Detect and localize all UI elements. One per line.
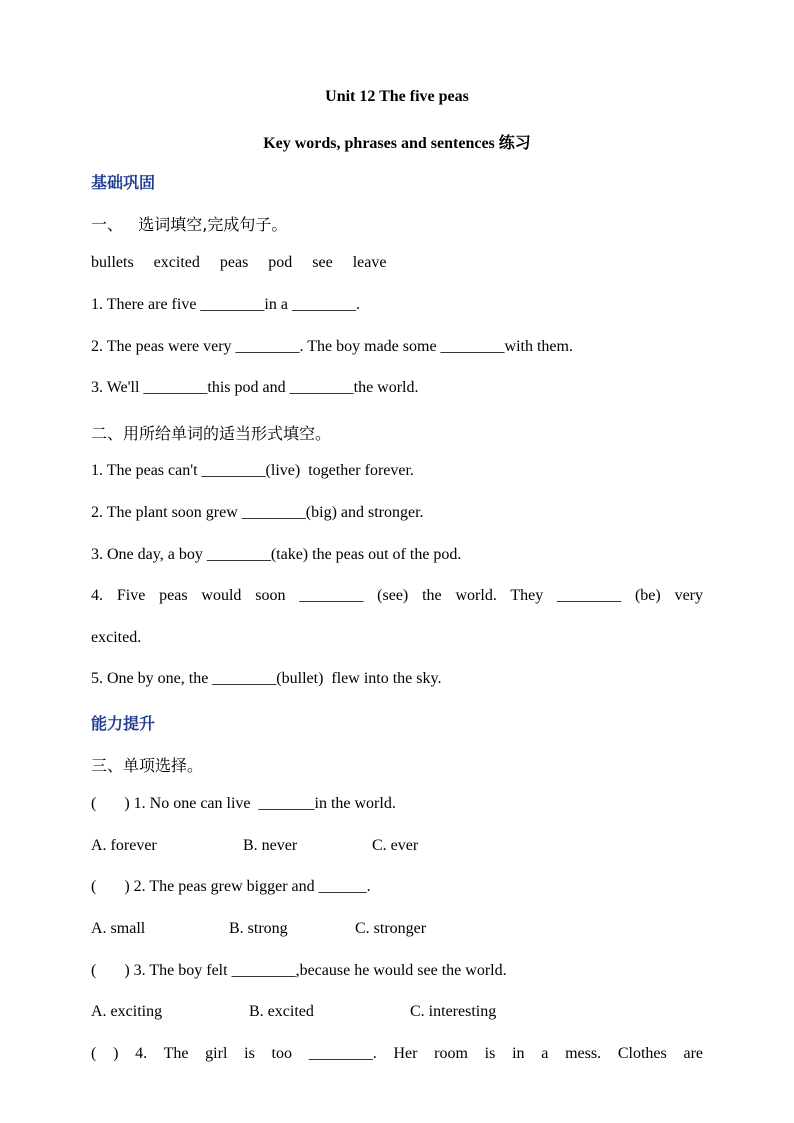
page-title: Unit 12 The five peas (325, 88, 469, 105)
question-2: ( ) 2. The peas grew bigger and ______. (91, 878, 371, 895)
part3-title: 三、单项选择。 (91, 756, 204, 775)
question-2-option-a: A. small (91, 920, 146, 937)
page-subtitle: Key words, phrases and sentences 练习 (263, 135, 531, 152)
part1-item-1: 1. There are five ________in a ________. (91, 296, 360, 313)
part2-item-1: 1. The peas can't ________(live) together forever. (91, 462, 414, 479)
question-4: ( ) 4. The girl is too ________. Her room is in a mess. Clothes are (91, 1045, 703, 1062)
part2-item-2: 2. The plant soon grew ________(big) and stronger. (91, 504, 424, 521)
section-heading-basic: 基础巩固 (91, 173, 156, 192)
question-3-option-c: C. interesting (410, 1003, 497, 1020)
question-2-option-b: B. strong (229, 920, 288, 937)
part2-item-4-cont: excited. (91, 629, 142, 646)
question-1-option-b: B. never (243, 837, 298, 854)
part2-item-3: 3. One day, a boy ________(take) the peas out of the pod. (91, 546, 462, 563)
part1-item-3: 3. We'll ________this pod and ________the world. (91, 379, 419, 396)
question-1: ( ) 1. No one can live _______in the world. (91, 795, 396, 812)
question-3-option-b: B. excited (249, 1003, 314, 1020)
section-heading-advanced: 能力提升 (91, 714, 156, 733)
question-3-option-a: A. exciting (91, 1003, 163, 1020)
question-1-option-c: C. ever (372, 837, 419, 854)
word-bank: bullets excited peas pod see leave (91, 254, 387, 271)
part1-item-2: 2. The peas were very ________. The boy made some ________with them. (91, 338, 573, 355)
question-2-option-c: C. stronger (355, 920, 427, 937)
question-3: ( ) 3. The boy felt ________,because he would see the world. (91, 962, 507, 979)
question-1-option-a: A. forever (91, 837, 157, 854)
part2-item-4: 4. Five peas would soon ________ (see) the world. They ________ (be) very (91, 587, 703, 604)
part2-title: 二、用所给单词的适当形式填空。 (91, 424, 332, 443)
part1-title: 一、 选词填空,完成句子。 (91, 215, 288, 234)
part2-item-5: 5. One by one, the ________(bullet) flew into the sky. (91, 670, 442, 687)
